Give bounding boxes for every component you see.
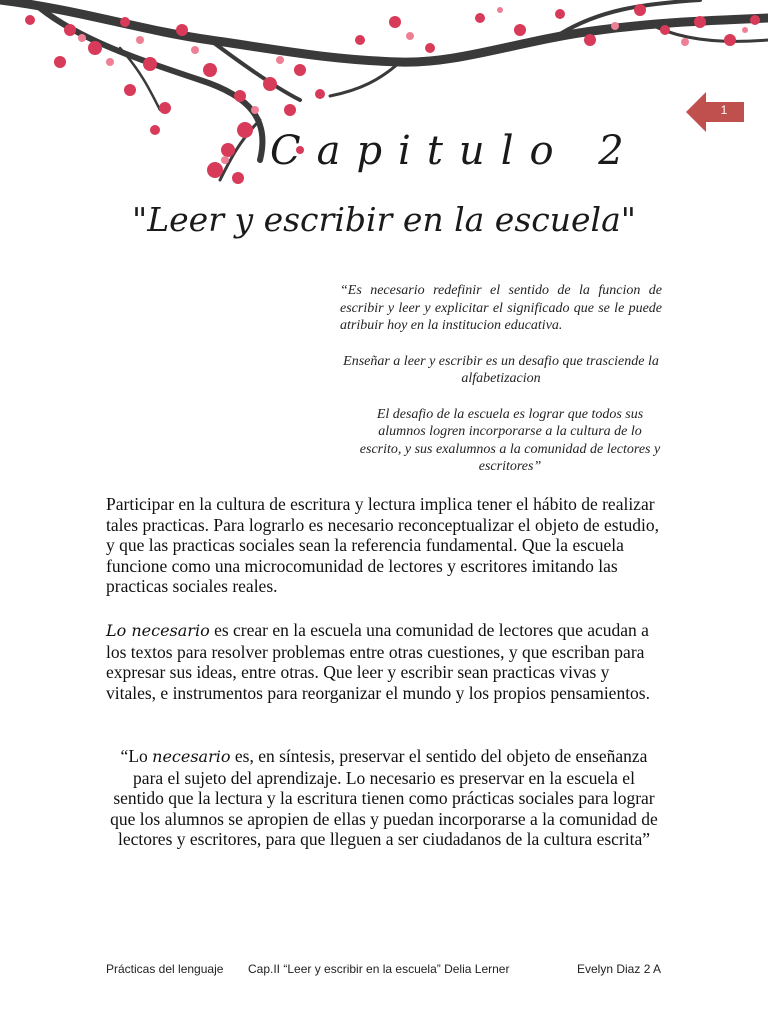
footer-chapter-ref: Cap.II “Leer y escribir en la escuela” Delia Lerner [248, 962, 510, 976]
body-paragraph-1: Participar en la cultura de escritura y lectura implica tener el hábito de realizar tales practicas. Para lograrlo es necesario reconceptualizar el objeto de estudio, y que las practicas sociales sean la referencia fundamental. Que la escuela funcione como una microcomunidad de lectores y escritores imitando las practicas sociales reales. [106, 494, 659, 596]
quote-paragraph: “Es necesario redefinir el sentido de la funcion de escribir y leer y explicitar el significado que se le puede atribuir hoy en la institucion educativa. [340, 283, 662, 333]
footer-subject: Prácticas del lenguaje [106, 962, 224, 976]
chapter-heading: Capitulo 2 [270, 128, 640, 174]
emphasis-text: necesario [152, 747, 231, 766]
page-title: "Leer y escribir en la escuela" [132, 200, 636, 239]
epigraph-quote [340, 282, 662, 476]
quote-open: “Lo [120, 746, 153, 766]
footer-author: Evelyn Diaz 2 A [577, 962, 662, 976]
body-paragraph-2 [106, 620, 662, 703]
page-number: 1 [720, 103, 728, 117]
paragraph-text: es, en síntesis, preservar el sentido del objeto de enseñanza para el sujeto del aprendizaje. Lo necesario es preservar en la escuela el sentido que la lectura y la escritura tienen como prácticas sociales para lograr que los alumnos se apropien de ellas y puedan incorporarse a la comunidad de lectores y escritores, para que lleguen a ser ciudadanos de la cultura escrita” [110, 746, 658, 849]
page-number-badge [686, 92, 746, 132]
quote-paragraph: Enseñar a leer y escribir es un desafio que trasciende la alfabetizacion [343, 353, 659, 386]
paragraph-text: es crear en la escuela una comunidad de lectores que acudan a los textos para resolver problemas entre otras cuestiones, y que escriban para expresar sus ideas, entre otras. Que leer y escribir sean practicas vivas y vitales, e instrumentos para reorganizar el mundo y los propios pensamientos. [106, 620, 650, 703]
emphasis-text: Lo necesario [106, 621, 210, 640]
quote-paragraph: El desafio de la escuela es lograr que todos sus alumnos logren incorporarse a la cultura de lo escrito, y sus exalumnos a la comunidad de lectores y escritores” [359, 406, 661, 474]
body-quote-paragraph [106, 746, 662, 850]
